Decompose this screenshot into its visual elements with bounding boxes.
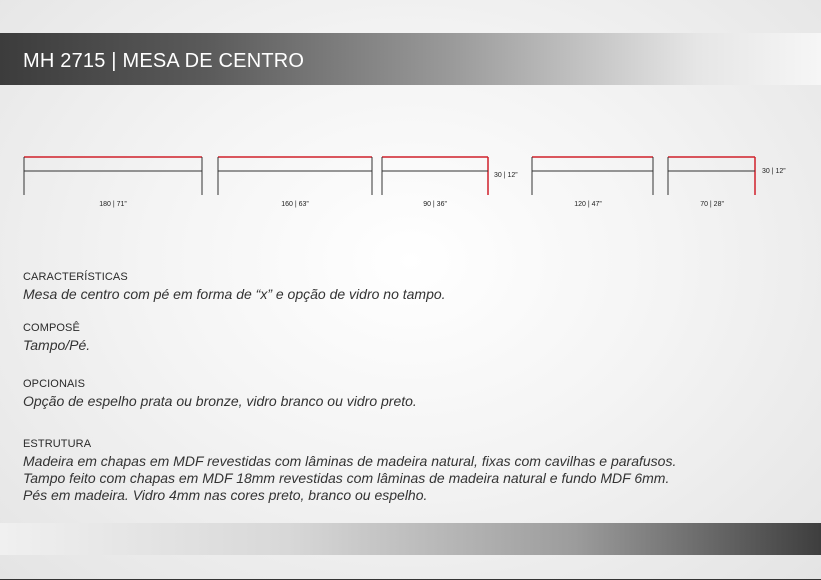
dimension-label-70: 70 | 28” [700, 201, 724, 208]
drawing-160 [218, 157, 372, 195]
section-text-line: Madeira em chapas em MDF revestidas com lâminas de madeira natural, fixas com cavilhas e parafusos. [23, 453, 677, 469]
section-heading: ESTRUTURA [23, 438, 92, 450]
drawing-180 [24, 157, 202, 195]
section-opcionais [23, 378, 417, 410]
height-label-70: 30 | 12” [762, 168, 786, 175]
section-compose [23, 322, 90, 354]
dimension-label-160: 160 | 63” [281, 201, 309, 208]
drawing-120 [532, 157, 653, 195]
section-text-line: Tampo feito com chapas em MDF 18mm revestidas com lâminas de madeira natural e fundo MDF 6mm. [23, 470, 670, 486]
section-text: Tampo/Pé. [23, 337, 91, 353]
dimension-label-90: 90 | 36” [423, 201, 447, 208]
section-heading: OPCIONAIS [23, 378, 86, 390]
section-text-line: Pés em madeira. Vidro 4mm nas cores preto, branco ou espelho. [23, 487, 428, 503]
section-text: Opção de espelho prata ou bronze, vidro branco ou vidro preto. [23, 393, 417, 409]
dimension-label-120: 120 | 47” [574, 201, 602, 208]
dimension-label-180: 180 | 71” [99, 201, 127, 208]
section-estrutura [23, 438, 676, 504]
section-caracteristicas [23, 271, 446, 303]
footer-bar [0, 523, 821, 555]
section-text: Mesa de centro com pé em forma de “x” e opção de vidro no tampo. [23, 286, 446, 302]
section-heading: COMPOSÊ [23, 322, 80, 334]
page-title: MH 2715 | MESA DE CENTRO [23, 50, 305, 72]
section-heading: CARACTERÍSTICAS [23, 271, 128, 283]
height-label-90: 30 | 12” [494, 172, 518, 179]
section-text [23, 453, 676, 504]
drawing-90 [382, 157, 488, 195]
drawing-70 [668, 157, 755, 195]
